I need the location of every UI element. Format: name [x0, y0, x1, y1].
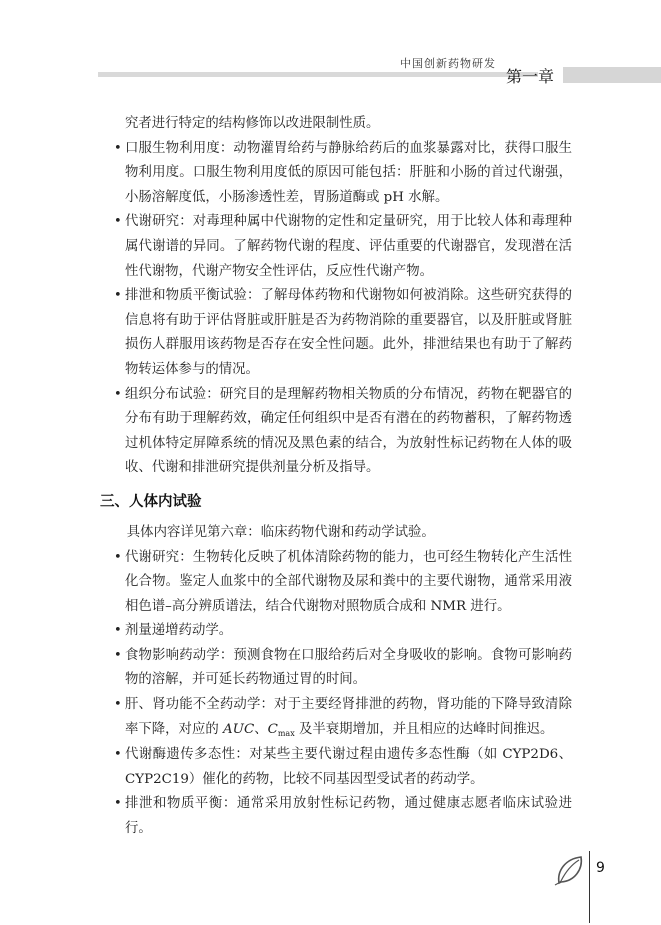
list-item-text: 食物影响药动学：预测食物在口服给药后对全身吸收的影响。食物可影响药物的溶解，并可延长药物通过胃的时间。 [125, 647, 572, 688]
bullet-icon: • [114, 140, 122, 156]
header-bar [563, 67, 661, 83]
list-item [100, 210, 572, 284]
cmax-term: C [267, 721, 278, 737]
bullet-icon: • [114, 288, 122, 304]
list-item-text: 排泄和物质平衡：通常采用放射性标记药物，通过健康志愿者临床试验进行。 [125, 796, 572, 837]
list-item-text: 肝、肾功能不全药动学：对于主要经肾排泄的药物，肾功能的下降导致清除率下降，对应的 [125, 697, 572, 737]
bullet-icon: • [114, 747, 122, 763]
list-item [100, 693, 572, 743]
bullet-list-human [100, 546, 572, 842]
list-item [100, 546, 572, 620]
list-item [100, 792, 572, 841]
bullet-icon: • [114, 623, 122, 639]
list-item-text: 代谢酶遗传多态性：对某些主要代谢过程由遗传多态性酶（如 CYP2D6、CYP2C19）催化的药物，比较不同基因型受试者的药动学。 [125, 747, 572, 787]
list-item [100, 619, 572, 644]
term-separator: 、 [254, 721, 268, 737]
list-item-text: 及半衰期增加，并且相应的达峰时间推迟。 [294, 721, 554, 737]
leaf-icon [553, 853, 587, 891]
running-head-book-title: 中国创新药物研发 [400, 57, 496, 70]
list-item-text: 剂量递增药动学。 [125, 623, 233, 639]
list-item [100, 137, 572, 211]
bullet-icon: • [114, 214, 122, 230]
list-item-text: 排泄和物质平衡试验：了解母体药物和代谢物如何被消除。这些研究获得的信息将有助于评估肾脏或肝脏是否为药物消除的重要器官，以及肝脏或肾脏损伤人群服用该药物是否存在安全性问题。此外，排泄结果也有助于了解药物转运体参与的情况。 [125, 288, 572, 377]
bullet-icon: • [114, 697, 122, 713]
cmax-subscript: max [277, 728, 295, 738]
page-number-rule [589, 851, 590, 923]
running-head-chapter: 第一章 [506, 67, 555, 86]
section-intro: 具体内容详见第六章：临床药物代谢和药动学试验。 [126, 524, 435, 540]
list-item [100, 284, 572, 382]
page-body [100, 112, 572, 842]
header-rule [98, 72, 538, 77]
list-item-text: 代谢研究：对毒理种属中代谢物的定性和定量研究，用于比较人体和毒理种属代谢谱的异同。了解药物代谢的程度、评估重要的代谢器官，发现潜在活性代谢物，代谢产物安全性评估，反应性代谢产物。 [125, 214, 572, 279]
list-item [100, 644, 572, 693]
list-item-text: 组织分布试验：研究目的是理解药物相关物质的分布情况，药物在靶器官的分布有助于理解药效，确定任何组织中是否有潜在的药物蓄积，了解药物透过机体特定屏障系统的情况及黑色素的结合，为放射性标记药物在人体的吸收、代谢和排泄研究提供剂量分析及指导。 [125, 386, 572, 476]
bullet-icon: • [114, 796, 122, 812]
bullet-icon: • [114, 386, 122, 402]
list-item-text: 代谢研究：生物转化反映了机体清除药物的能力，也可经生物转化产生活性化合物。鉴定人血浆中的全部代谢物及尿和粪中的主要代谢物，通常采用液相色谱–高分辨质谱法，结合代谢物对照物质合成和 NMR 进行。 [125, 549, 572, 614]
list-item [100, 743, 572, 792]
list-item [100, 383, 572, 481]
bullet-icon: • [114, 647, 122, 663]
auc-term: AUC [223, 721, 255, 737]
list-item-text: 口服生物利用度：动物灌胃给药与静脉给药后的血浆暴露对比，获得口服生物利用度。口服生物利用度低的原因可能包括：肝脏和小肠的首过代谢强，小肠溶解度低，小肠渗透性差，胃肠道酶或 pH 水解。 [125, 140, 572, 205]
bullet-list-animal [100, 137, 572, 481]
section-heading: 三、人体内试验 [100, 493, 202, 510]
bullet-icon: • [114, 549, 122, 565]
page-number: 9 [596, 860, 605, 876]
lead-paragraph: 究者进行特定的结构修饰以改进限制性质。 [125, 116, 380, 131]
